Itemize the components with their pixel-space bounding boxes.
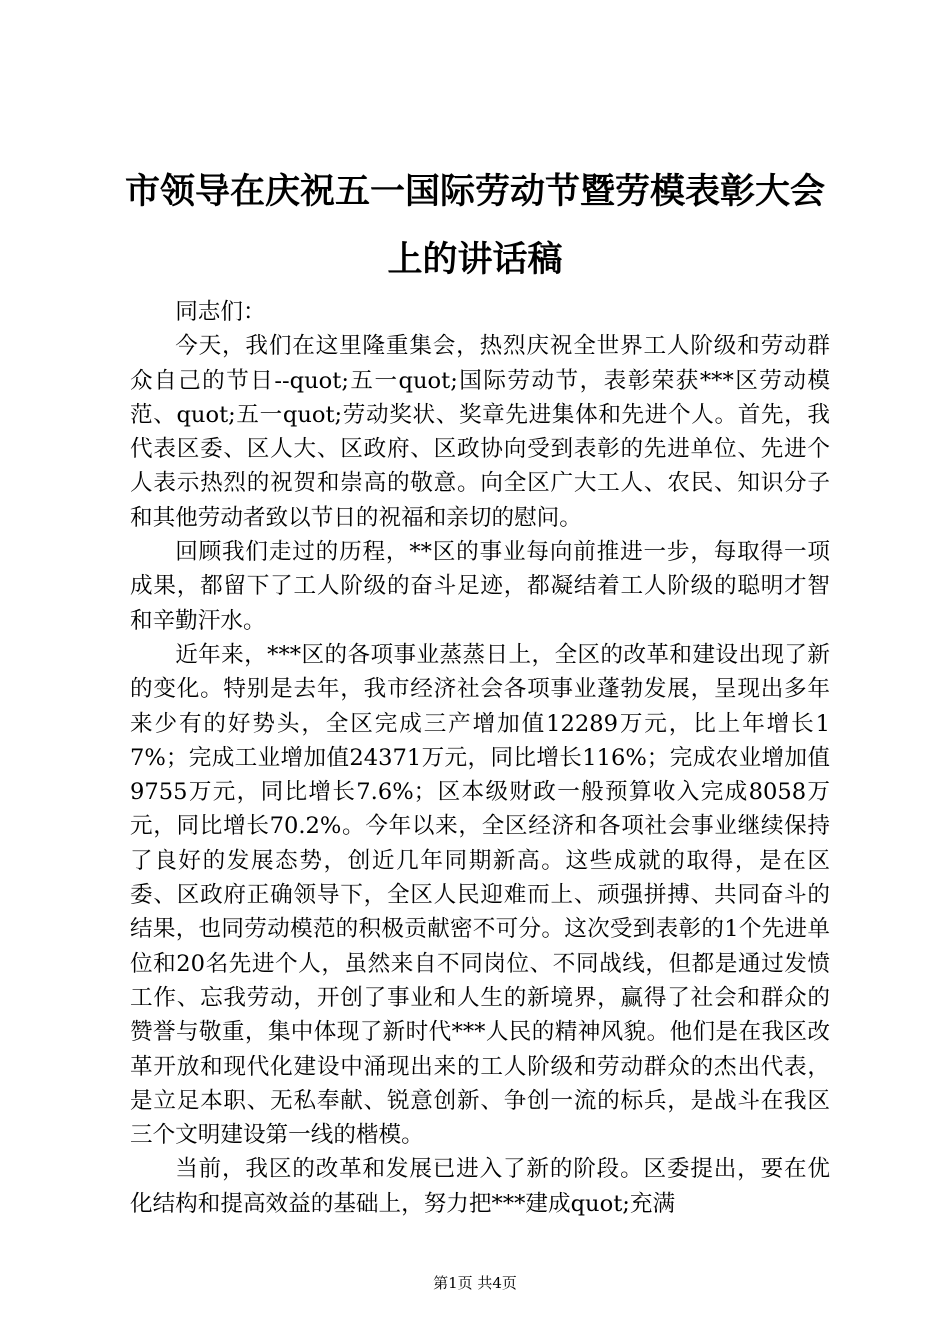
paragraph-4: 当前，我区的改革和发展已进入了新的阶段。区委提出，要在优化结构和提高效益的基础上，努力把***建成quot;充满: [130, 1156, 830, 1217]
document-title: [110, 158, 840, 294]
title-line-2: 上的讲话稿: [387, 240, 563, 280]
paragraph-salutation: 同志们：: [175, 299, 266, 325]
document-body: [130, 295, 830, 1221]
title-line-1: 市领导在庆祝五一国际劳动节暨劳模表彰大会: [124, 172, 825, 212]
paragraph-3: 近年来，***区的各项事业蒸蒸日上，全区的改革和建设出现了新的变化。特别是去年，我市经济社会各项事业蓬勃发展，呈现出多年来少有的好势头，全区完成三产增加值12289万元，比上年增长17%；完成工业增加值24371万元，同比增长116%；完成农业增加值9755万元，同比增长7.6%；区本级财政一般预算收入完成8058万元，同比增长70.2%。今年以来，全区经济和各项社会事业继续保持了良好的发展态势，创近几年同期新高。这些成就的取得，是在区委、区政府正确领导下，全区人民迎难而上、顽强拼搏、共同奋斗的结果，也同劳动模范的积极贡献密不可分。这次受到表彰的1个先进单位和20名先进个人，虽然来自不同岗位、不同战线，但都是通过发愤工作、忘我劳动，开创了事业和人生的新境界，赢得了社会和群众的赞誉与敬重，集中体现了新时代***人民的精神风貌。他们是在我区改革开放和现代化建设中涌现出来的工人阶级和劳动群众的杰出代表，是立足本职、无私奉献、锐意创新、争创一流的标兵，是战斗在我区三个文明建设第一线的楷模。: [130, 641, 830, 1149]
paragraph-2: 回顾我们走过的历程，**区的事业每向前推进一步，每取得一项成果，都留下了工人阶级的奋斗足迹，都凝结着工人阶级的聪明才智和辛勤汗水。: [130, 539, 830, 634]
page-number-footer: 第1页 共4页: [433, 1274, 517, 1292]
paragraph-1: 今天，我们在这里隆重集会，热烈庆祝全世界工人阶级和劳动群众自己的节日--quot;五一quot;国际劳动节，表彰荣获***区劳动模范、quot;五一quot;劳动奖状、奖章先进集体和先进个人。首先，我代表区委、区人大、区政府、区政协向受到表彰的先进单位、先进个人表示热烈的祝贺和崇高的敬意。向全区广大工人、农民、知识分子和其他劳动者致以节日的祝福和亲切的慰问。: [130, 333, 830, 531]
